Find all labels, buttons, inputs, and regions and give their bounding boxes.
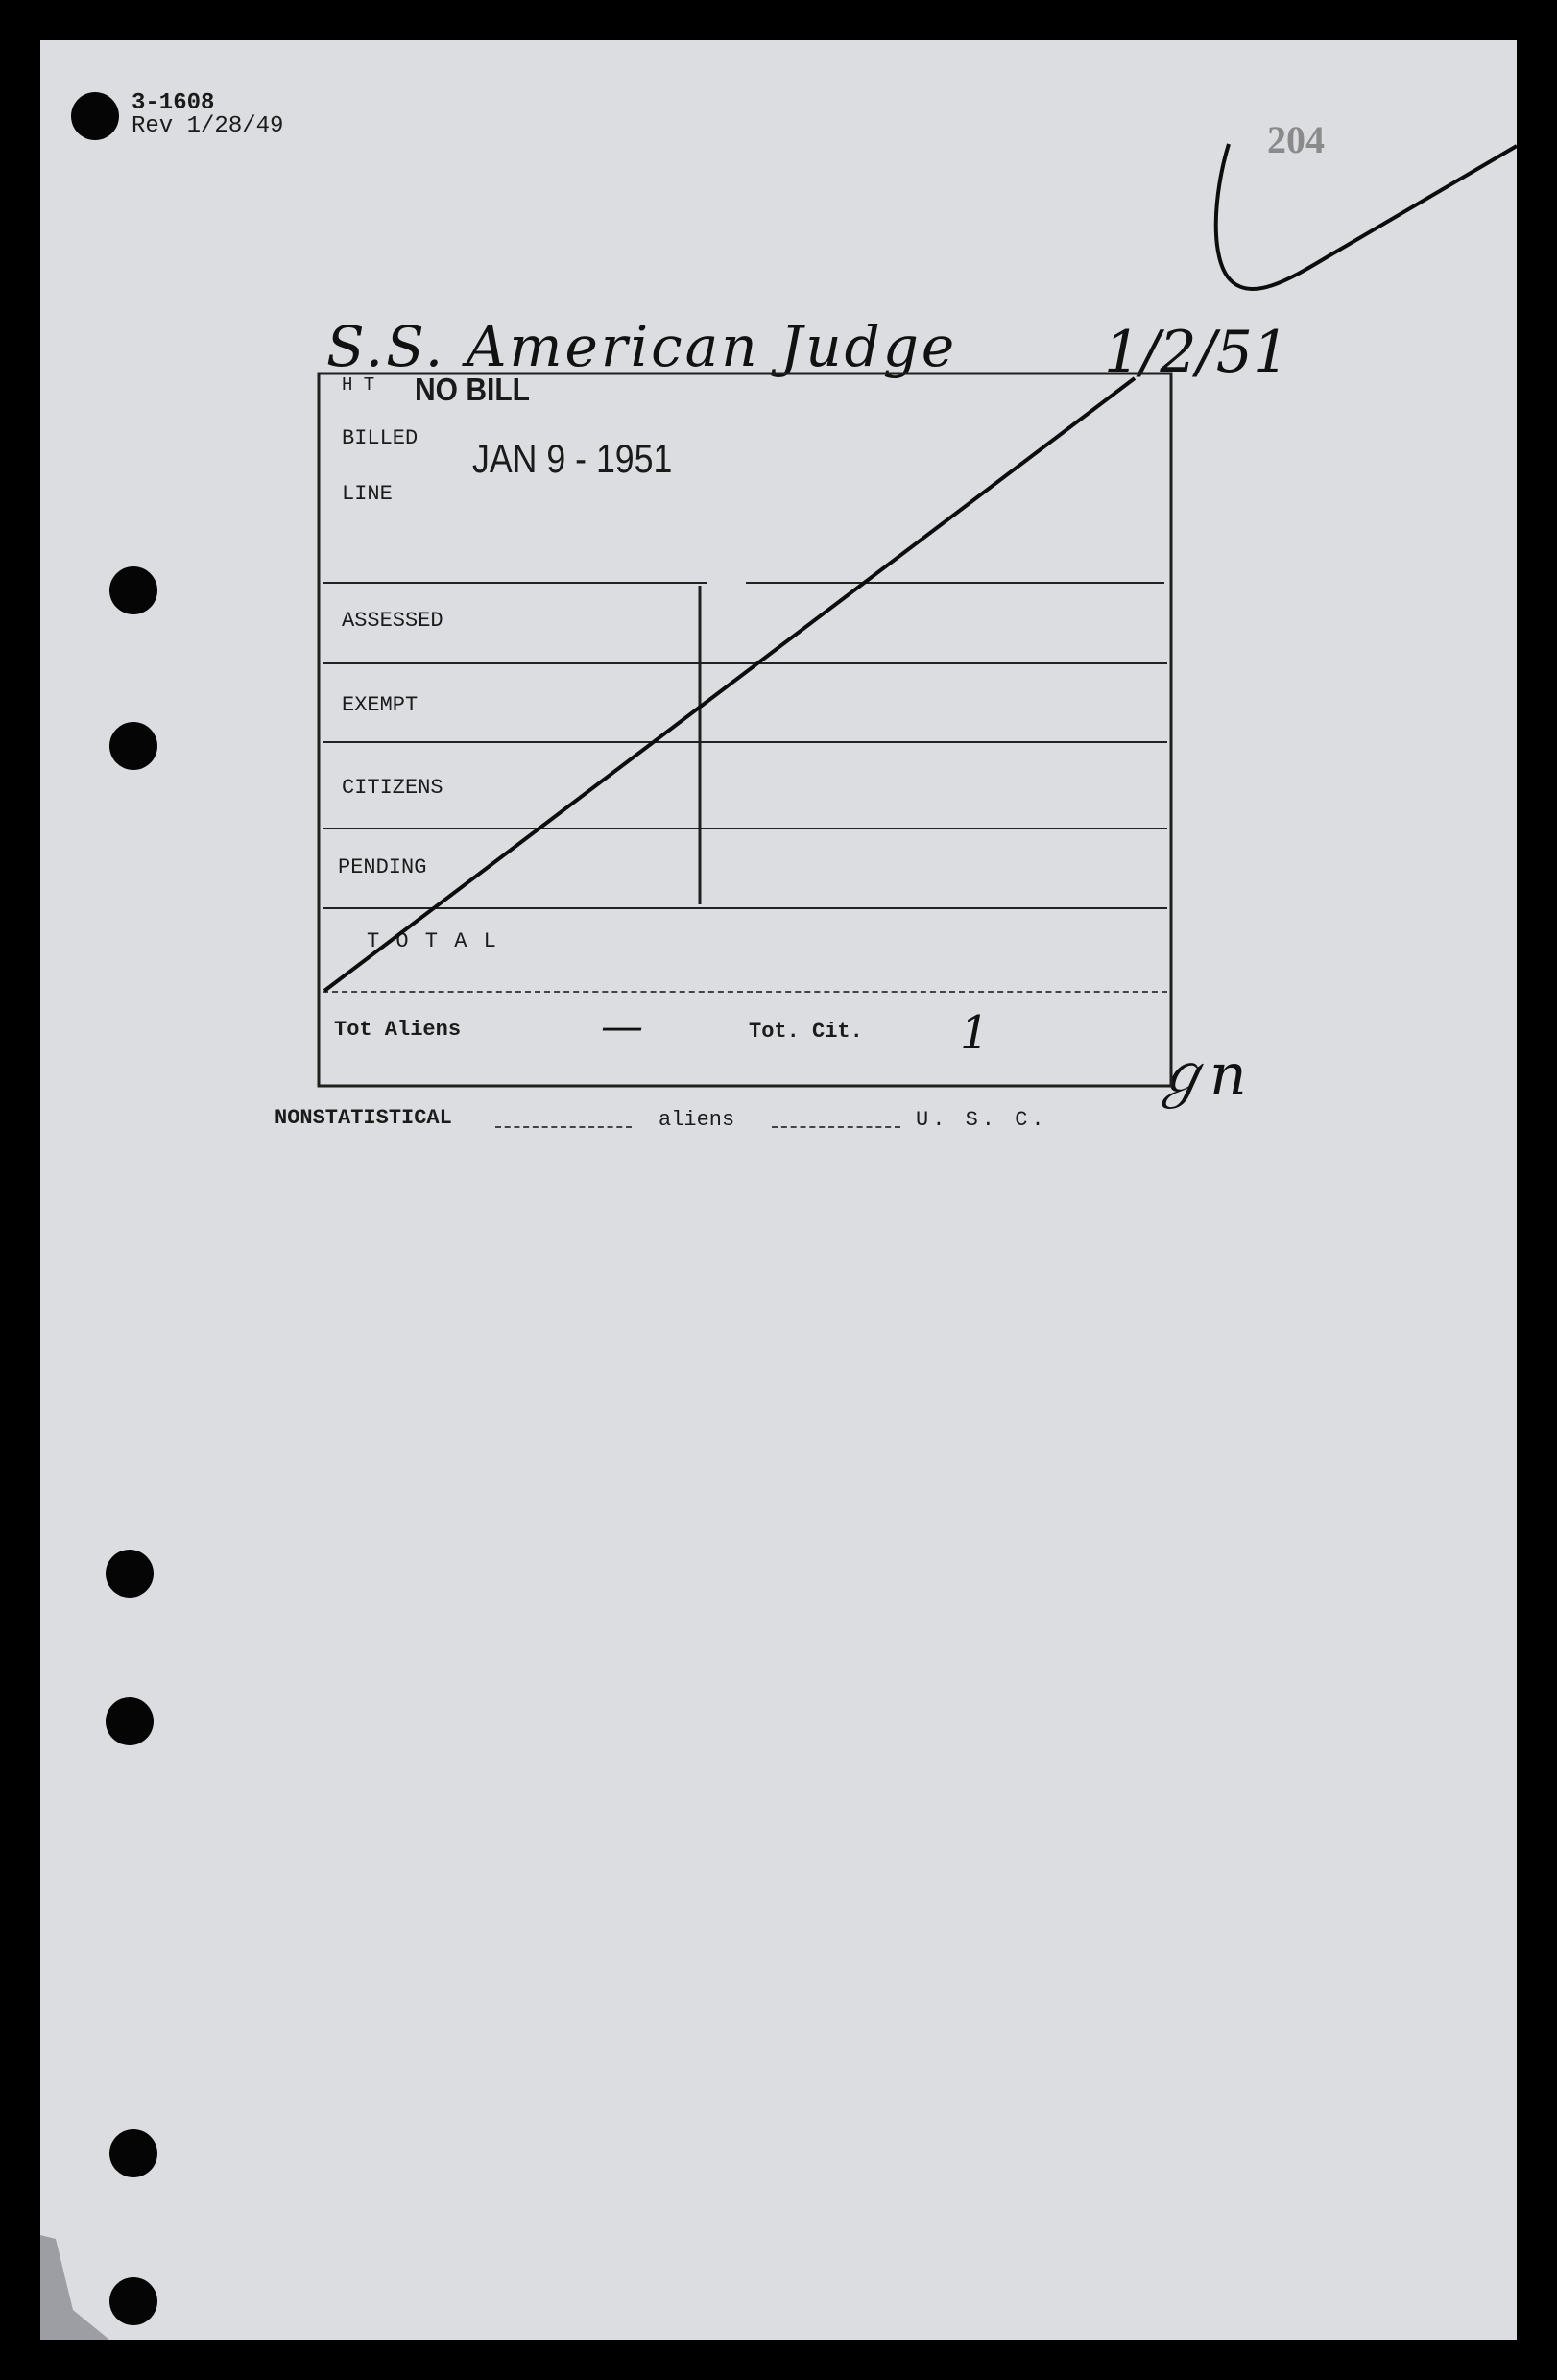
label-line: LINE bbox=[342, 482, 393, 506]
label-tot-cit: Tot. Cit. bbox=[749, 1020, 863, 1044]
binder-hole-2 bbox=[109, 566, 157, 614]
label-billed: BILLED bbox=[342, 426, 419, 450]
billed-date-stamp: JAN 9 - 1951 bbox=[472, 436, 673, 481]
page-number: 204 bbox=[1267, 118, 1325, 161]
form-box-outline bbox=[319, 373, 1171, 1086]
binder-hole-4 bbox=[106, 1550, 154, 1598]
binder-hole-6 bbox=[109, 2129, 157, 2177]
footer-usc: U. S. C. bbox=[916, 1108, 1048, 1132]
initials: ℊn bbox=[1152, 1042, 1247, 1109]
binder-hole-5 bbox=[106, 1697, 154, 1745]
ship-name: S.S. American Judge bbox=[326, 314, 958, 379]
form-revision: Rev 1/28/49 bbox=[132, 113, 284, 139]
form-page bbox=[40, 40, 1517, 2340]
label-ht: H T bbox=[342, 374, 375, 396]
label-pending: PENDING bbox=[338, 855, 427, 879]
label-assessed: ASSESSED bbox=[342, 609, 443, 633]
form-number: 3-1608 bbox=[132, 90, 215, 116]
tot-cit-value: 1 bbox=[960, 1006, 990, 1060]
label-exempt: EXEMPT bbox=[342, 693, 419, 717]
binder-hole-1 bbox=[71, 92, 119, 140]
handwritten-date: 1/2/51 bbox=[1104, 319, 1290, 386]
footer-nonstatistical: NONSTATISTICAL bbox=[275, 1106, 452, 1130]
label-citizens: CITIZENS bbox=[342, 776, 443, 800]
label-tot-aliens: Tot Aliens bbox=[334, 1018, 462, 1042]
form-lines bbox=[40, 40, 1517, 2340]
no-bill-stamp: NO BILL bbox=[415, 373, 530, 408]
label-total: T O T A L bbox=[367, 929, 498, 953]
tot-aliens-mark: — bbox=[601, 1002, 643, 1051]
binder-hole-7 bbox=[109, 2277, 157, 2325]
binder-hole-3 bbox=[109, 722, 157, 770]
torn-corner bbox=[40, 2235, 109, 2340]
diagonal-strike-line bbox=[324, 378, 1135, 991]
footer-aliens: aliens bbox=[659, 1108, 735, 1132]
check-mark bbox=[1216, 144, 1517, 289]
